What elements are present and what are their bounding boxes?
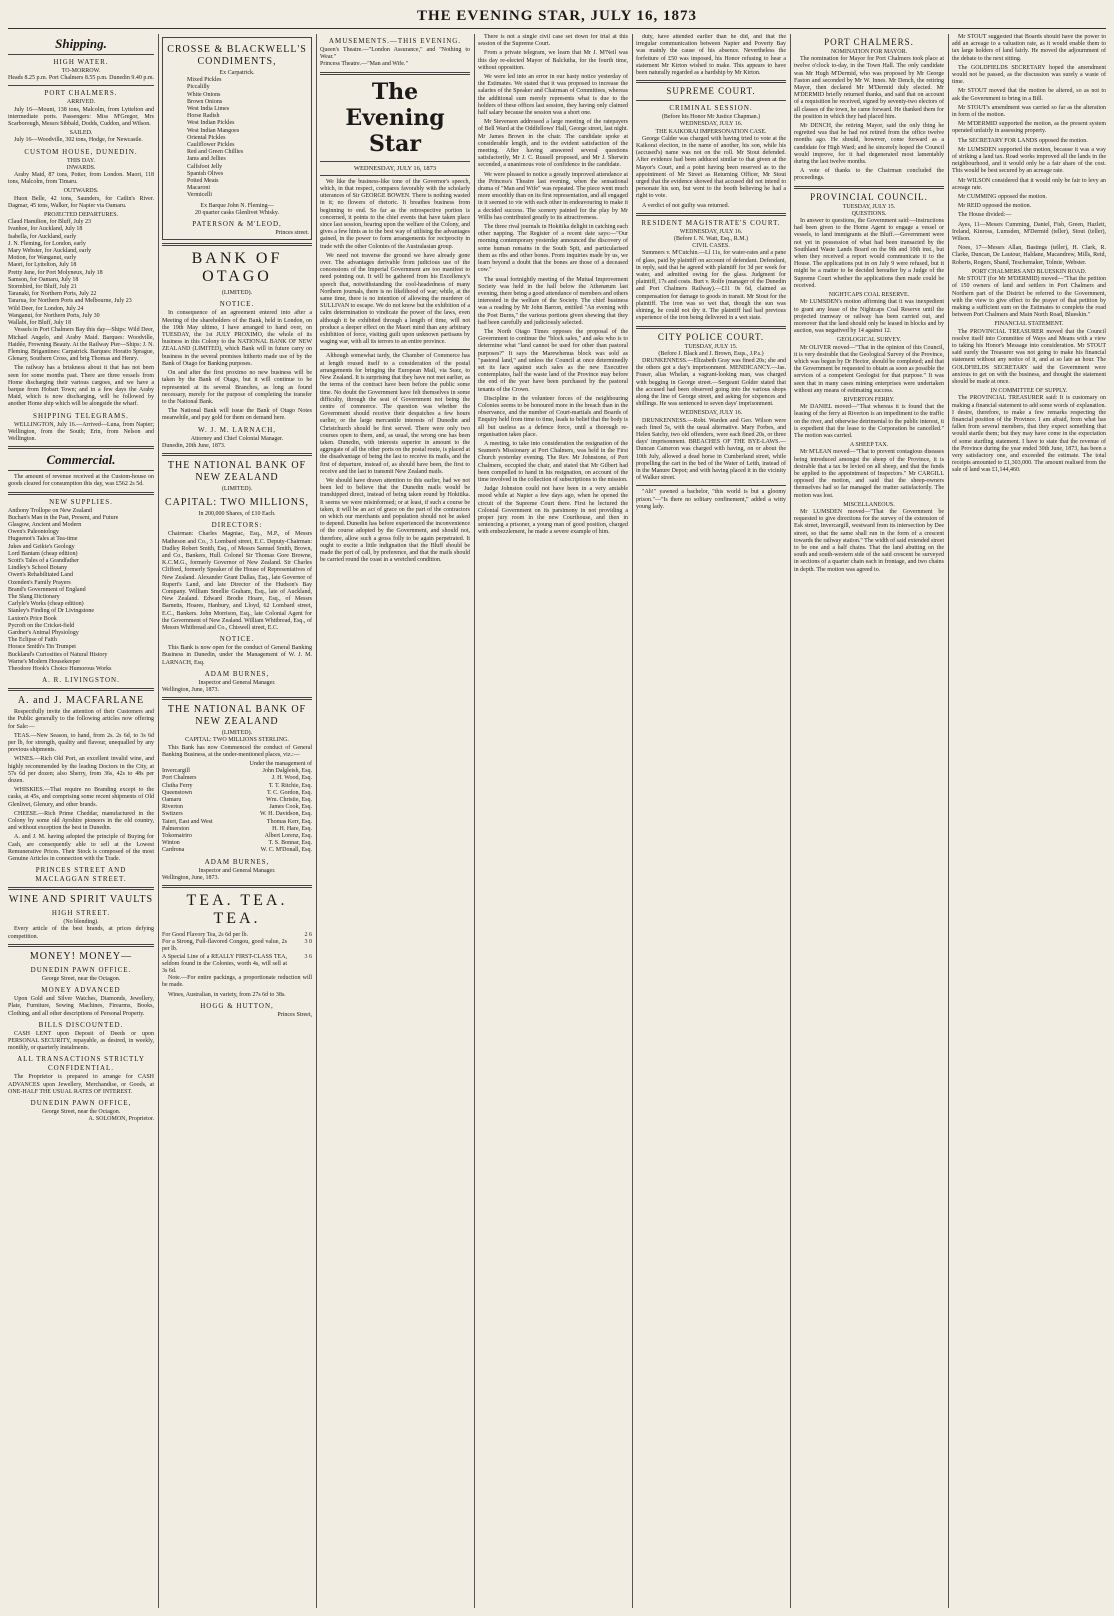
branch-place: Queenstown <box>162 789 192 796</box>
condiment-item: West Indian Mangoes <box>187 127 240 134</box>
cheese-tail-text: A. and J. M. having adopted the principle of Buying for Cash, are consequently able to sell at the Lowest Remunerative Prices. Their Stock is composed of the most Genuine Articles in connection with the Trade. <box>8 834 154 863</box>
condiment-item: Spanish Olives <box>187 170 224 177</box>
column-divider <box>316 34 317 1608</box>
solomon-signature: A. SOLOMON, Proprietor. <box>88 1116 154 1123</box>
burnes-date: Wellington, June, 1873. <box>162 686 220 693</box>
commenced-text: This Bank has now Commenced the conduct of General Banking Business, at the under-mentioned places, viz.:— <box>162 744 312 758</box>
council-cont-10: Mr REID opposed the motion. <box>958 203 1032 210</box>
arrived-label: ARRIVED. <box>66 99 96 106</box>
criminal-session-heading: CRIMINAL SESSION. <box>669 104 753 113</box>
book-item: Scott's Tales of a Grandfather <box>8 557 79 564</box>
tea-description: For Good Flavory Tea, 2s 6d per lb. <box>162 932 248 939</box>
burnes-2-title: Inspector and General Manager. <box>198 867 276 874</box>
book-item: Gardner's Animal Physiology <box>8 630 79 636</box>
column-divider <box>632 34 633 1608</box>
amusements-list <box>320 47 470 69</box>
city-police-heading: CITY POLICE COURT. <box>657 331 765 342</box>
committee-heading: IN COMMITTEE OF SUPPLY. <box>990 388 1068 395</box>
column-6-council <box>794 34 944 1608</box>
financial-text: The PROVINCIAL TREASURER moved that the Council resolve itself into Committee of Ways and Means with a view to taking his Honor's Message into consideration. Mr STOUT said surely the Treasurer was not going to make his financial statement without any notice of it, and at so late an hour. The GOLDFIELDS SECRETARY said the Government were anxious to get on with the business, and thought the statement should be made at once. <box>952 328 1106 385</box>
nomination-text-3: A vote of thanks to the Chairman concluded the proceedings. <box>794 168 944 182</box>
column-7-council-cont <box>952 34 1106 1608</box>
departure-item: Wallabi, for Bluff, July 18 <box>8 320 72 327</box>
national-bank-2-limited: (LIMITED). <box>221 730 253 737</box>
council-cont-6: The SECRETARY FOR LANDS opposed the motion. <box>958 137 1088 144</box>
under-management-label: Under the management of <box>249 761 312 767</box>
bachelor-quote: "Ah!" yawned a bachelor, "this world is but a gloomy prison."—"Is there no solitary confinement," added a witty young lady. <box>636 489 786 510</box>
transactions-heading: ALL TRANSACTIONS STRICTLY CONFIDENTIAL. <box>17 1055 145 1073</box>
police-date: TUESDAY, JULY 15. <box>684 343 738 350</box>
otago-notice-text-2: On and after the first proximo no new business will be taken by the Bank of Otago, but it will continue to be represented at its several Branches, as long as found necessary, merely for the purpose of completing the transfer to the National Bank. <box>162 370 312 405</box>
branch-place: Switzers <box>162 811 183 818</box>
nightcaps-text: Mr LUMSDEN's motion affirming that it was inexpedient to grant any lease of the Nightcaps Coal Reserve until the projected tramway or railway has been carried out, and moreover that the land should only be leased in blocks and by auction, was negatived by 14 against 12. <box>794 299 944 335</box>
sailed-text: July 16—Woodville, 302 tons, Hodge, for Newcastle. <box>14 137 143 144</box>
condiment-item: Macaroni <box>187 185 210 192</box>
sheep-tax-text: Mr M'LEAN moved—"That to prevent contagious diseases being introduced amongst the sheep of the Province, it is desirable that a tax be levied on all sheep, and that the funds be applied to the appointment of Inspectors." Mr CARGILL opposed the motion, and said that the sheep-owners themselves had so far managed the matter satisfactorily. The motion was lost. <box>794 449 944 499</box>
larnach-signature: W. J. M. LARNACH, <box>198 425 276 434</box>
book-item: Owen's Rehabilitated Land <box>8 572 74 579</box>
branch-place: Cardrona <box>162 847 185 854</box>
port-chalmers-heading: PORT CHALMERS. <box>44 89 118 98</box>
tomorrow-label: TO-MORROW. <box>61 68 101 74</box>
branch-row <box>162 804 312 811</box>
outwards-text: Huon Belle, 42 tons, Saunders, for Catlin's River. Dagmar, 45 tons, Walker, for Napier via Oamaru. <box>8 195 154 209</box>
council-cont-3: Mr STOUT moved that the motion be altered, so as not to ask the Government to bring in a Bill. <box>952 88 1106 102</box>
branch-manager: J. H. Wood, Esq. <box>271 775 312 782</box>
national-notice-text: This Bank is now open for the conduct of General Banking Business in Dunedin, under the Management of W. J. M. LARNACH, Esq. <box>162 645 312 666</box>
departure-item: Samson, for Oamaru, July 18 <box>8 276 79 283</box>
book-item: Stanley's Finding of Dr Livingstone <box>8 608 95 615</box>
pawn-text: Upon Gold and Silver Watches, Diamonds, Jewellery, Plate, Furniture, Sewing Machines, Firearms, Books, Clothing, and all other descriptions of Personal Property. <box>8 996 154 1017</box>
outwards-label: OUTWARDS. <box>63 188 99 195</box>
news-item-5: We were pleased to notice a greatly improved attendance at the Princess's Theatre last evening, when the sensational drama of "Man and Wife" was repeated. The piece went much more smoothly than on its first representation, and all engaged in it seemed to vie with each other in endeavouring to make it a decided success. The scenery painted for the play by Mr Willis has contributed greatly to its attractiveness. <box>478 171 628 221</box>
burnes-signature: ADAM BURNES, <box>204 669 270 678</box>
miscellaneous-heading: MISCELLANEOUS. <box>843 501 895 508</box>
departure-item: Wild Deer, for London, July 24 <box>8 305 84 312</box>
branch-manager: W. C. M'Donall, Esq. <box>260 847 312 854</box>
pawn-tail-text: The Proprietor is prepared to arrange for CASH ADVANCES upon Jewellery, Merchandise, or Goods, at ONE-HALF THE USUAL RATES OF INTEREST. <box>8 1074 154 1095</box>
projected-departures-list <box>8 219 154 327</box>
crosse-blackwell-ad <box>162 37 312 240</box>
police-date-2: WEDNESDAY, JULY 16. <box>679 410 743 417</box>
news-item-3: We were led into an error in our hasty notice yesterday of the Estimates. We stated that it was proposed to increase the salaries of the Speaker and Chairman of Committees, whereas the additional sum merely represents what is due to the holders of these offices last session, they having only claimed half salary because the session was a short one. <box>478 74 628 117</box>
nightcaps-heading: NIGHTCAPS COAL RESERVE. <box>828 292 910 299</box>
book-item: Lindley's School Botany <box>8 565 68 572</box>
book-item: Laxton's Price Book <box>8 615 57 622</box>
branch-place: Palmerston <box>162 825 189 832</box>
crosse-heading: CROSSE & BLACKWELL'S CONDIMENTS, <box>167 44 307 67</box>
shipping-news-text: The railway has a briskness about it that has not been seen for some months past. There are three vessels from Home discharging their various cargoes, and we have a barque from Hobart Town; and in a few days the Araby Maid, which is now discharging, will be followed by another Home ship which will be alongside the wharf. <box>8 365 154 408</box>
committee-text: The PROVINCIAL TREASURER said: It is customary on making a financial statement to add some words of explanation. I desire, therefore, to make a few remarks respecting the financial position of the Province. I am afraid, from what has fallen from several members, that they expect something that would startle them; but they may have come in the expectation of some startling statement. I have to state that the revenue of the Province during the year ended 30th June, 1873, has been a very satisfactory one, and exceeded the estimate. The total receipts amounted to £1,303,000. The amount realised from the sale of land was £1,144,460. <box>952 395 1106 474</box>
departure-item: Pretty Jane, for Port Molyneux, July 18 <box>8 269 103 276</box>
condiment-item: Red and Green Chillies <box>187 149 244 156</box>
book-item: Carlyle's Works (cheap edition) <box>8 601 84 608</box>
branch-place: Oamaru <box>162 797 182 804</box>
tea-price-row <box>162 954 312 976</box>
condiment-item: West India Limes <box>187 106 230 113</box>
civil-cases-heading: CIVIL CASES. <box>692 243 730 250</box>
column-divider <box>474 34 475 1608</box>
noes-text: Noes, 17—Messrs Allan, Bastings (teller), H. Clark, R. Clarke, Duncan, De Lautour, Haldane, Macandrew, Mills, Reid, Roberts, Rogers, Shand, Teschemaker, Tolmie, Webster. <box>952 245 1106 266</box>
masthead-rule <box>8 28 1106 29</box>
shipping-telegrams-heading: SHIPPING TELEGRAMS. <box>33 411 129 420</box>
book-item: Anthony Trollope on New Zealand <box>8 507 92 514</box>
issue-date: WEDNESDAY, JULY 16, 1873 <box>353 164 437 172</box>
nomination-text-2: Mr DENCH, the retiring Mayor, said the only thing he regretted was that he had not retired from the office twelve months ago. He should, however, come forward as a candidate for High Ward; and he sincerely hoped the Council would improve, for it had degenerated most lamentably during the last twelve months. <box>794 123 944 166</box>
condiments-list <box>165 77 309 199</box>
condiment-item: Brown Onions <box>187 98 223 105</box>
column-divider <box>948 34 949 1608</box>
capital-2-text: CAPITAL: TWO MILLIONS STERLING. <box>185 737 289 744</box>
news-item-7: The usual fortnightly meeting of the Mutual Improvement Society was held in the hall below the Athenæum last evening, there being a good attendance of members and others interested in the welfare of the Society. The chief business was a reading by Mr John Barron, entitled "An evening with the Poet Burns," the various portions given shewing that they had been carefully and judiciously selected. <box>478 276 628 326</box>
condiment-item: Horse Radish <box>187 113 220 120</box>
book-item: Buckland's Curiosities of Natural History <box>8 651 108 658</box>
branch-row <box>162 847 312 854</box>
high-water-heading: HIGH WATER. <box>53 58 109 66</box>
tide-heads: Heads 8.25 p.m. <box>8 75 48 82</box>
provincial-council-heading: PROVINCIAL COUNCIL. <box>810 191 928 202</box>
council-text: In answer to questions, the Government said:—Instructions had been given to the Home Agent to engage a vessel or vessels, to land immigrants at the Bluff.—Government were not yet in possession of what had been transacted by the Southland Waste Lands Board on the 9th and 10th inst., but when they received a report would communicate it to the House. The applications put in on July 9 were refused, but it might be a matter to be decided hereafter by a Judge of the Supreme Court whether the applications then made could be received. <box>794 218 944 289</box>
tea-description: A Special Line of a REALLY FIRST-CLASS TEA, seldom found in the Colonies, worth 4s, will sell at 3s 6d. <box>162 953 287 975</box>
book-item: Brand's Government of England <box>8 586 86 593</box>
book-item: Theodore Hook's Choice Humorous Works <box>8 666 112 673</box>
condiment-item: Oriental Pickles <box>187 134 226 141</box>
larnach-title: Attorney and Chief Colonial Manager. <box>190 435 284 442</box>
money-heading: MONEY! MONEY— <box>29 950 133 962</box>
nomination-text-1: The nomination for Mayor for Port Chalmers took place at twelve o'clock to-day, in the Town Hall. The only candidate was Mr Hugh M'Dermid, who was proposed by Mr George Faston and seconded by Mr W. Innes. Mr Dench, the retiring Mayor, then declared Mr M'Dermid duly elected. Mr M'DERMID briefly returned thanks, and said that on account of a requisition he received, signed by seventy-two electors of all classes of the town, he came forward. He thanked them for the position in which they had placed him. <box>794 56 944 120</box>
branch-manager: T. C. Gordon, Esq. <box>266 789 312 796</box>
george-street-text: George Street, near the Octagon. <box>41 975 121 982</box>
branch-row <box>162 833 312 840</box>
projected-label: PROJECTED DEPARTURES. <box>43 212 119 219</box>
directors-text: Chairman: Charles Magniac, Esq., M.P., of Messrs Matheson and Co., 3 Lombard street, E.C. Deputy-Chairman: Dudley Robert Smith, Esq., of Messrs Samuel Smith, Brown, and Co., Bankers, Hull. Colonel Sir Thomas Gore Browne, K.C.M.G., formerly Governor of New Zealand. Sir Charles Clifford, formerly Speaker of the House of Representatives of New Zealand. Alexander Grant Dallas, Esq., late Governor of Rupert's Land, and late Director of the Hudson's Bay Company. William Smellie Graham, Esq., late of Auckland, New Zealand. Edward Brodie Hoare, Esq., of Messrs Barnetts, Hoares, Hanbury, and Lloyd, 62 Lombard street, E.C., Bankers. John Morrison, Esq., late Colonial Agent for the Government of New Zealand. William Whitbread, Esq., of Messrs Whitbread and Co., Chiswell street, E.C. <box>162 531 312 631</box>
crosse-ex: Ex Carpatrick. <box>219 70 255 76</box>
no-blending-text: (No blending). <box>63 919 99 926</box>
branch-row <box>162 819 312 826</box>
branch-place: Port Chalmers <box>162 775 197 782</box>
vessels-in-port-text: Vessels in Port Chalmers Bay this day—Ships: Wild Deer, Michael Angelo, and Araby Maid. Barques: Woodville, Haidée, Frowning Beauty. At the Railway Pier—Ships: J. N. Fleming. Brigantines: Carpatrick. Barques: Horatio Sprague, Glenary, Southern Cross, and brig Thomas and Henry. <box>8 327 154 363</box>
amusement-item: Queen's Theatre.—"London Assurance," and "Nothing to Wear." <box>320 47 470 61</box>
condiment-item: Cauliflower Pickles <box>187 142 235 149</box>
directors-heading: DIRECTORS: <box>211 521 263 530</box>
leader-paragraph-2: We need not traverse the ground we have already gone over. The advantages derivable from judicious use of the concessions of the Imperial Government are too manifest to need pointing out. It will be gathered from his Excellency's speech that, notwithstanding the cool-headedness of many Northern journals, there is no likelihood of war; while, at the same time, there is no intention of allowing the murderer of SULLIVAN to escape. We do not know but the exhibition of a calm determination to vindicate the power of the laws, even although it be exhibited through a length of time, will not produce a deeper effect on the Maori mind than any arbitrary exhibition of force, visiting guilt upon unknown partisans by waging war, with all its terrors to an entire province. <box>320 252 470 346</box>
branch-manager: T. T. Ritchie, Esq. <box>268 782 312 789</box>
departure-item: Taranaki, for Northern Ports, July 22 <box>8 291 97 298</box>
bank-otago-notice: NOTICE. <box>219 300 255 309</box>
teas-text: TEAS.—New Season, to hand, from 2s. 2s 6d, to 3s 6d per lb, for strength, quality and flavour, unequalled by any previous shipments. <box>8 732 154 754</box>
condiment-item: West Indian Pickles <box>187 120 235 127</box>
condiment-item: Piccalilly <box>187 84 210 91</box>
tea-price: 3 6 <box>304 953 312 960</box>
geological-text: Mr OLIVER moved—"That in the opinion of this Council, it is very desirable that the Geological Survey of the Province, which was begun by Dr Hector, should be completed; and that the Government be requested to obtain as soon as possible the services of a competent Geologist for that purpose." It was seen that in many cases mining enterprises were undertaken without any means of estimating success. <box>794 344 944 394</box>
branch-row <box>162 811 312 818</box>
inwards-label: INWARDS. <box>66 164 96 171</box>
council-cont-5: Mr M'DERMID supported the motion, as the present system operated unfairly in assessing property. <box>952 121 1106 135</box>
departure-item: Maori, for Lyttelton, July 18 <box>8 262 77 269</box>
otago-notice-text-3: The National Bank will issue the Bank of Otago Notes meanwhile, and pay gold for them on demand here. <box>162 408 312 422</box>
port-chalmers-heading: PORT CHALMERS. <box>824 37 914 47</box>
bills-heading: BILLS DISCOUNTED. <box>38 1020 124 1029</box>
council-cont-7: Mr LUMSDEN supported the motion, because it was a way of striking a land tax. Road works improved all the lands in the neighbourhood, and it would only be a fair share of the cost. This would be best secured by an acreage rate. <box>952 146 1106 175</box>
blueskin-road-text: Mr STOUT (for Mr M'DERMID) moved—"That the petition of 150 owners of land and settlers in Port Chalmers and Northern part of the District be referred to the Government, with the view to give effect to the prayer of that petition by making a sufficient sum on the Estimates to complete the road between Port Chalmers and Main North Road, Blueskin." <box>952 276 1106 319</box>
tea-description: For a Strong, Full-flavored Congou, good value, 2s per lb. <box>162 939 287 953</box>
verdict-text: A verdict of not guilty was returned. <box>642 202 730 209</box>
riverton-ferry-text: Mr DANIEL moved—"That whereas it is found that the leasing of the ferry at Riverton is an impediment to the traffic on the river, and otherwise detrimental to the public interest, it is expedient that the lease to the Corporation be cancelled." The motion was carried. <box>794 404 944 439</box>
branch-row <box>162 790 312 797</box>
inwards-text: Araby Maid, 87 tons, Potter, from London. Maori, 118 tons, Malcolm, from Timaru. <box>8 172 154 186</box>
branches-list <box>162 768 312 854</box>
capital-heading: CAPITAL: TWO MILLIONS, <box>164 497 310 509</box>
branch-row <box>162 826 312 833</box>
pawn-office-footer: DUNEDIN PAWN OFFICE, <box>30 1098 132 1107</box>
condiment-item: Vermicelli <box>187 192 212 199</box>
news-item-11: Judge Johnston could not have been in a very amiable mood while at Napier a few days ago, when he opened the circuit of the Supreme Court there. First he lectured the Colonial Government on its parsimony in not providing a proper jury room in the new Courthouse, and then in sentencing a prisoner, a young man of good position, charged with embezzlement, he made a severe example of him. <box>478 486 628 536</box>
leader-paragraph-3: Although somewhat tardy, the Chamber of Commerce has at length roused itself to a consideration of the postal arrangements for bringing the European Mail, via Suez, to New Zealand. It is surprising that they have not met earlier, as the terms of the contract have been before the public some time. No doubt the Government have felt themselves in some difficulty, through the seat of Government not being the centre of commerce. The question was whether the Government should receive their despatches a few hours earlier, or the large mercantile interests of Dunedin and Christchurch should be first served. There were only two courses open to them, and, as usual, the wrong one has been taken. Dunedin, with interests superior in amount to the aggregate of all the other ports on the postal route, is placed at the disadvantage of being the last to receive its mails, and the first of departure, instead of, as should have been, the first to receive and the last to transmit New Zealand mails. <box>320 353 470 475</box>
council-cont-4: Mr STOUT's amendment was carried so far as the alteration in form of the motion. <box>952 104 1106 119</box>
cash-lent-text: CASH LENT upon Deposit of Deeds or upon PERSONAL SECURITY, repayable, as desired, in weekly, monthly, or quarterly instalments. <box>8 1030 154 1052</box>
tea-price: 3 0 <box>304 939 312 946</box>
book-item: Ozenden's Family Prayers <box>8 579 71 586</box>
national-bank-limited: (LIMITED). <box>221 485 253 492</box>
branch-manager: W. H. Davidson, Esq. <box>260 811 312 818</box>
branch-place: Riverton <box>162 804 183 811</box>
branch-manager: Thomas Kerr, Esq. <box>266 818 312 825</box>
pawn-office-heading: DUNEDIN PAWN OFFICE. <box>30 965 132 974</box>
civil-cases-text: Summers v. M'Cutchin.—Ll 11s, for water-rates and a pane of glass, paid by plaintiff on account of defendant. Defendant, in reply, said that he agreed with plaintiff for 3d per week for water, and admitted owing for the glass. Judgment for plaintiff, 17s and costs. Burt v. Rolfe (manager of the Dunedin and Port Chalmers Railway).—£11 0s 6d, claimed as compensation for damage to goods in transit. Mr Stout for the plaintiff. The iron was so wet that, though the sun was shining, he could not dry it. The plaintiff had had previous experience of the iron being delivered in a wet state. <box>636 250 786 322</box>
tide-port-chalmers: Port Chalmers 8.55 p.m. <box>48 75 108 82</box>
branch-place: Invercargill <box>162 768 190 775</box>
national-bank-2-heading: THE NATIONAL BANK OF NEW ZEALAND <box>167 704 307 728</box>
police-text: DRUNKENNESS.—Elizabeth Gray was fined 20s; she and the others got a day's imprisonment. MENDICANCY.—Jas. Fraser, alias Whelan, a vagrant-looking man, was charged with begging in George street.—Sergeant Golder stated that the accused had been observed going into the various shops along the line of George street, and asking for sixpences and shillings. He was sentenced to seven days' imprisonment. <box>636 357 786 408</box>
council-cont-1: Mr STOUT suggested that Boards should have the power to add an acreage to a valuation rate, as it would enable them to tax large holders of land fairly. He moved the adjournment of the debate to the next sitting. <box>952 34 1106 62</box>
news-item-10: A meeting, to take into consideration the resignation of the Seamen's Missionary at Port Chalmers, was held in the First Church yesterday evening. The Rev. Mr Johnstone, of Port Chalmers, occupied the chair, and stated that Mr Gilbert had been compelled to hand in his resignation, on account of the time involved in the collection of subscriptions to the mission. <box>478 440 628 483</box>
branch-place: Winton <box>162 840 180 847</box>
court-carryover-text: duty, have attended earlier than he did, and that the irregular communication between Napier and Poverty Bay was mainly the cause of his absence. Nevertheless the forfeiture of £50 was imposed, his Honor refusing to hear a statement Mr Kirton wished to make. This appears to have been naturally regarded as a hardship by Mr Kirton. <box>636 34 786 77</box>
resident-date: WEDNESDAY, JULY 16. <box>679 228 743 235</box>
condiment-item: White Onions <box>187 91 221 98</box>
column-divider <box>790 34 791 1608</box>
news-item-9: Discipline in the volunteer forces of the neighbouring Colonies seems to be honoured more in the breach than in the observance, and the number of Court-martials and Boards of Enquiry held from time to time, leads to belief that the body is all but useless as a defence force, until a thorough re-organisation takes place. <box>478 395 628 438</box>
national-bank-heading: THE NATIONAL BANK OF NEW ZEALAND <box>167 459 307 483</box>
branch-row <box>162 840 312 847</box>
bank-otago-limited: (LIMITED). <box>221 290 253 297</box>
column-5-courts <box>636 34 786 1608</box>
national-notice-heading: NOTICE. <box>219 635 255 644</box>
larnach-date: Dunedin, 20th June, 1873. <box>162 442 226 449</box>
branch-manager: James Cook, Esq. <box>269 804 312 811</box>
case-heading: THE KAIKORAI IMPERSONATION CASE. <box>655 128 767 135</box>
amusements-heading: AMUSEMENTS.—THIS EVENING. <box>328 37 462 45</box>
tea-note: Note.—For entire packings, a proportionate reduction will be made. <box>162 975 312 989</box>
high-street-heading: HIGH STREET. <box>51 909 111 918</box>
council-cont-9: Mr CUMMING opposed the motion. <box>958 194 1047 201</box>
tide-table <box>8 75 154 82</box>
burnes-title: Inspector and General Manager. <box>198 679 276 686</box>
departure-item: Tararua, for Northern Ports and Melbourne, July 23 <box>8 298 132 305</box>
condiment-item: Jams and Jellies <box>187 156 226 163</box>
shares-text: In 200,000 Shares, of £10 Each. <box>198 511 276 518</box>
branch-manager: Albert Lorenz, Esq. <box>264 833 312 840</box>
departure-item: Claud Hamilton, for Bluff, July 23 <box>8 219 92 226</box>
hogsheads-text: 20 quarter casks Glenlivet Whisky. <box>195 209 279 216</box>
resident-before: (Before I. N. Watt, Esq., R.M.) <box>673 236 749 243</box>
wine-vaults-heading: WINE AND SPIRIT VAULTS <box>8 894 154 906</box>
tea-price: 2 6 <box>304 932 312 939</box>
branch-manager: John Dalgleish, Esq. <box>262 768 312 775</box>
departure-item: Wanganui, for Northern Ports, July 30 <box>8 312 100 319</box>
telegrams-text: WELLINGTON, July 16.—Arrived—Luna, from Napier; Wellington, from the South; Erin, from Nelson and Wellington. <box>8 421 154 442</box>
miscellaneous-text: Mr LUMSDEN moved—"That the Government be requested to give directions for the survey of the extension of Esk street, Invercargill, westward from its intersection by Dee street, so that the same shall run in the form of a crescent towards the railway station." The width of said extended street to be one and a half chains. That the land abutting on the south and south-western side of the said crescent be surveyed in sections of a quarter chain each in frontage, and two chains in depth. The motion was agreed to. <box>794 508 944 573</box>
book-item: Glasgow, Ancient and Modern <box>8 521 82 528</box>
macfarlane-text: Respectfully invite the attention of their Customers and the Public generally to the following articles now offering for Sale:— <box>8 709 154 730</box>
princes-street-heading: PRINCES STREET AND MACLAGGAN STREET. <box>35 866 127 884</box>
cheese-text: CHEESE.—Rich Prime Cheddar, manufactured in the Colony by some old Ayrshire pioneers in the old country, and without exception the best in Dunedin. <box>8 810 154 832</box>
branch-row <box>162 797 312 804</box>
supreme-court-heading: SUPREME COURT. <box>666 86 756 97</box>
news-item-2: From a private telegram, we learn that Mr J. M'Neil was this day re-elected Mayor of Balclutha, for the fourth time, without opposition. <box>478 50 628 71</box>
customs-heading: CUSTOM HOUSE, DUNEDIN. <box>24 147 138 156</box>
book-item: Huguenot's Tales at Tea-time <box>8 536 78 543</box>
condiment-item: Mixed Pickles <box>187 77 222 84</box>
new-supplies-heading: NEW SUPPLIES. <box>49 497 113 506</box>
sheep-tax-heading: A SHEEP TAX. <box>849 442 889 449</box>
evening-star-title: The Evening Star <box>345 78 445 157</box>
blueskin-road-heading: PORT CHALMERS AND BLUESKIN ROAD. <box>971 268 1087 275</box>
departure-item: Mary Webster, for Auckland, early <box>8 248 92 255</box>
every-article-text: Every article of the best brands, at prices defying competition. <box>8 926 154 940</box>
column-1-shipping <box>8 34 154 1608</box>
questions-heading: QUESTIONS. <box>851 210 887 217</box>
arrived-text: July 16—Mount, 138 tons, Malcolm, from Lyttelton and intermediate ports. Passengers: Miss M'Gregor, Mrs Scarborough, Messrs Sibbald, Dodds, Cuddon, and Wilson. <box>8 106 154 128</box>
riverton-ferry-heading: RIVERTON FERRY. <box>843 396 895 403</box>
tea-price-row <box>162 939 312 953</box>
branch-row <box>162 783 312 790</box>
financial-heading: FINANCIAL STATEMENT. <box>994 321 1064 328</box>
branch-row <box>162 775 312 782</box>
book-item: Warne's Modern Housekeeper <box>8 658 81 665</box>
hogg-hutton-signature: HOGG & HUTTON, <box>200 1001 274 1010</box>
commercial-text: The amount of revenue received at the Custom-house on goods cleared for consumption this day, was £562 2s 5d. <box>8 474 154 488</box>
commercial-heading: Commercial. <box>46 452 116 468</box>
bank-otago-heading: BANK OF OTAGO <box>191 250 283 286</box>
supreme-date: WEDNESDAY, JULY 16. <box>679 121 743 128</box>
shipping-heading: Shipping. <box>55 36 107 51</box>
police-before: (Before J. Black and J. Brown, Esqs., J.P.s.) <box>658 350 764 357</box>
tea-heading: TEA. TEA. TEA. <box>186 892 288 928</box>
supreme-before: (Before his Honor Mr Justice Chapman.) <box>661 114 761 121</box>
branch-place: Clutha Ferry <box>162 782 193 789</box>
resident-magistrate-heading: RESIDENT MAGISTRATE'S COURT. <box>641 218 781 227</box>
book-item: Owen's Paleontology <box>8 529 59 536</box>
ex-barque-text: Ex Barque John N. Fleming— <box>200 202 274 209</box>
book-item: Lord Bantam (cheap edition) <box>8 550 78 557</box>
wines-text: WINES.—Rich Old Port, an excellent invalid wine, and highly recommended by the leading Doctors in the City, at 57s 6d per dozen; also Sherry, from 36s, 42s to 48s per dozen. <box>8 756 154 785</box>
branch-manager: H. H. Hare, Esq. <box>272 825 312 832</box>
departure-item: Isabella, for Auckland, early <box>8 233 77 240</box>
nomination-heading: NOMINATION FOR MAYOR. <box>830 49 908 55</box>
branch-place: Tokomairiro <box>162 833 192 840</box>
book-item: The Eclipse of Faith <box>8 637 57 644</box>
tea-wines-text: Wines, Australian, in variety, from 27s 6d to 38s. <box>168 991 286 998</box>
council-cont-2: The GOLDFIELDS SECRETARY hoped the amendment would not be passed, as the discussion was surely a waste of time. <box>952 64 1106 86</box>
books-list <box>8 508 154 674</box>
book-item: Jukes and Geikie's Geology <box>8 543 75 550</box>
ayes-text: Ayes, 11—Messrs Cumming, Daniel, Fish, Green, Hazlett, Ireland, Kinross, Lumsden, M'Dermid (teller), Stout (teller), Wilson. <box>952 221 1106 243</box>
departure-item: Motion, for Wanganui, early <box>8 255 77 262</box>
paterson-address: Princes street. <box>275 230 309 237</box>
branch-manager: Wm. Christie, Esq. <box>266 797 312 804</box>
pawn-address: George Street, near the Octagon. <box>41 1108 121 1115</box>
branch-place: Taieri, East and West <box>162 818 213 825</box>
news-item-1: There is not a single civil case set down for trial at this session of the Supreme Court. <box>478 34 628 48</box>
this-day-label: THIS DAY. <box>66 157 95 164</box>
money-advanced-heading: MONEY ADVANCED <box>41 986 121 995</box>
column-2-advertisements <box>162 34 312 1608</box>
condiment-item: Potted Meats <box>187 178 219 185</box>
hogg-address: Princes Street, <box>277 1011 312 1018</box>
leader-paragraph-4: We should have drawn attention to this earlier, had we not been led to believe that the Dunedin mails would be transhipped direct, instead of being taken round by Hokitika. It seems we were misinformed; or at least, if such a course be taken, it will be an act of grace on the part of the contractors on which our merchants and population should not be asked to depend. Dunedin has before experienced the inconvenience of the course adopted by the Government, and should not, therefore, allow such a gross folly to be again perpetrated. It ought to excite a little indignation that the Bluff should be made the port of call, by preference, and that the mails should be carried round the coast in a wretched condition. <box>320 477 470 564</box>
news-item-6: The three rival journals in Hokitika delight in catching each other napping. The Register of a recent date says:—"Our morning contemporary yesterday announced the discovery of some human remains in the South Spit, and particularised them as ribs and other bones. From inquiries made by us, we learn beyond a doubt that the bones are those of a deceased cow." <box>478 224 628 274</box>
page-masthead: THE EVENING STAR, JULY 16, 1873 <box>416 8 698 24</box>
column-4-news <box>478 34 628 1608</box>
amusement-item: Princess Theatre.—"Man and Wife." <box>320 61 408 68</box>
book-item: Buchan's Man in the Past, Present, and Future <box>8 514 119 521</box>
council-date: TUESDAY, JULY 15. <box>842 203 896 210</box>
geological-heading: GEOLOGICAL SURVEY. <box>836 337 902 344</box>
tide-dunedin: Dunedin 9.40 p.m. <box>109 75 154 82</box>
departure-item: Ivanhoe, for Auckland, July 18 <box>8 226 83 233</box>
column-3-editorial <box>320 34 470 1608</box>
macfarlane-heading: A. and J. MACFARLANE <box>17 695 145 707</box>
column-divider <box>158 34 159 1608</box>
departure-item: J. N. Fleming, for London, early <box>8 240 86 247</box>
news-item-4: Mr Stevenson addressed a large meeting of the ratepayers of Bell Ward at the Oddfellows' Hall, George street, last night. Mr James Brown in the chair. The candidate spoke at considerable length, and to the evident satisfaction of the meeting. After having answered several questions satisfactorily, Mr J. C. Russell proposed, and Mr J. Sherwin seconded, a unanimous vote of confidence in the candidate. <box>478 119 628 169</box>
case-text: George Calder was charged with having tried to vote at the Kaikorai election, in the name of another, his son, while his (accused's) name was not on the roll. Mr Stout defended. After evidence had been adduced similar to that given at the Mayor's Court, and a point having been reserved as to the appointment of Mr Street as Returning Officer, Mr Stout urged that the evidence showed that accused did not intend to personate his son, but went to the booth believing he had a right to vote. <box>636 135 786 200</box>
paterson-signature: PATERSON & M'LEOD, <box>192 220 282 229</box>
council-cont-8: Mr WILSON considered that it would only be fair to levy an acreage rate. <box>952 177 1106 191</box>
book-item: The Slang Dictionary <box>8 593 60 600</box>
division-text: The House divided:— <box>958 212 1012 219</box>
leader-paragraph-1: We like the business-like tone of the Governor's speech, which, in that respect, compares favorably with the scholarly utterances of Sir GEORGE BOWEN. There is nothing wasted in it; no flowers of rhetoric. It breathes business from beginning to end. So far as the retrospective portion is concerned, it points to the chief events that have taken place since last session, bearing upon the welfare of the Colony, and gives a few hints as to the best way of utilising the advantages gained, in the power to form arrangements for reciprocity in trade with the other Colonies of the Australasian group. <box>320 178 470 250</box>
departure-item: Stormbird, for Bluff, July 21 <box>8 284 77 291</box>
book-item: Pycroft on the Cricket-field <box>8 622 75 629</box>
livingston-signature: A. R. LIVINGSTON. <box>42 676 120 685</box>
whiskies-text: WHISKIES.—That require no Branding except to the casks, at 45s, and comprising some recent shipments of Old Glenlivet, Glenury, and other brands. <box>8 787 154 808</box>
news-item-8: The North Otago Times opposes the proposal of the Government to continue the "block sales," and asks who is to determine what "land cannot be used for other than pastoral purposes?" It says the Marewhenua block was sold as "pastoral land," and unless the Council at once determinedly set its face against such sales as the new Executive contemplates, half the waste land of the Province may before the end of the year have been purchased by the pastoral tenants of the Crown. <box>478 328 628 393</box>
condiment-item: Calfsfoot Jelly <box>187 163 223 170</box>
police-text-2: DRUNKENNESS.—Robt. Warden and Geo. Wilson were each fined 5s, with the usual alternative. Mary Forbes, and Helen Satchy, two old offenders, were each fined 20s, or three days' imprisonment. BREACHES OF THE BYE-LAWS.—Duncan Cameron was charged with having, on or about the 10th July, allowed a dead horse in Cumberland street, while propelling the cart in the bed of the Water of Leith, instead of in the Manure Depot; and with having placed it in the vicinity of Walker street. <box>636 417 786 482</box>
burnes-2-signature: ADAM BURNES, <box>204 857 270 866</box>
sailed-label: SAILED. <box>69 130 93 137</box>
burnes-2-date: Wellington, June, 1873. <box>162 874 220 881</box>
branch-manager: T. S. Bonnar, Esq. <box>268 840 312 847</box>
branch-row <box>162 768 312 775</box>
book-item: Horace Smith's Tin Trumpet <box>8 644 76 651</box>
otago-notice-text-1: In consequence of an agreement entered into after a Meeting of the shareholders of the Bank, held in London, on the 19th May ultimo, I have arranged to hand over, on TUESDAY, the 1st JULY PROXIMO, the whole of its business in this Colony to the NATIONAL BANK OF NEW ZEALAND (LIMITED), which Bank will in future carry on business in the several premises hitherto made use of by the Bank of Otago for Banking purposes. <box>162 310 312 367</box>
tea-price-list <box>162 932 312 975</box>
